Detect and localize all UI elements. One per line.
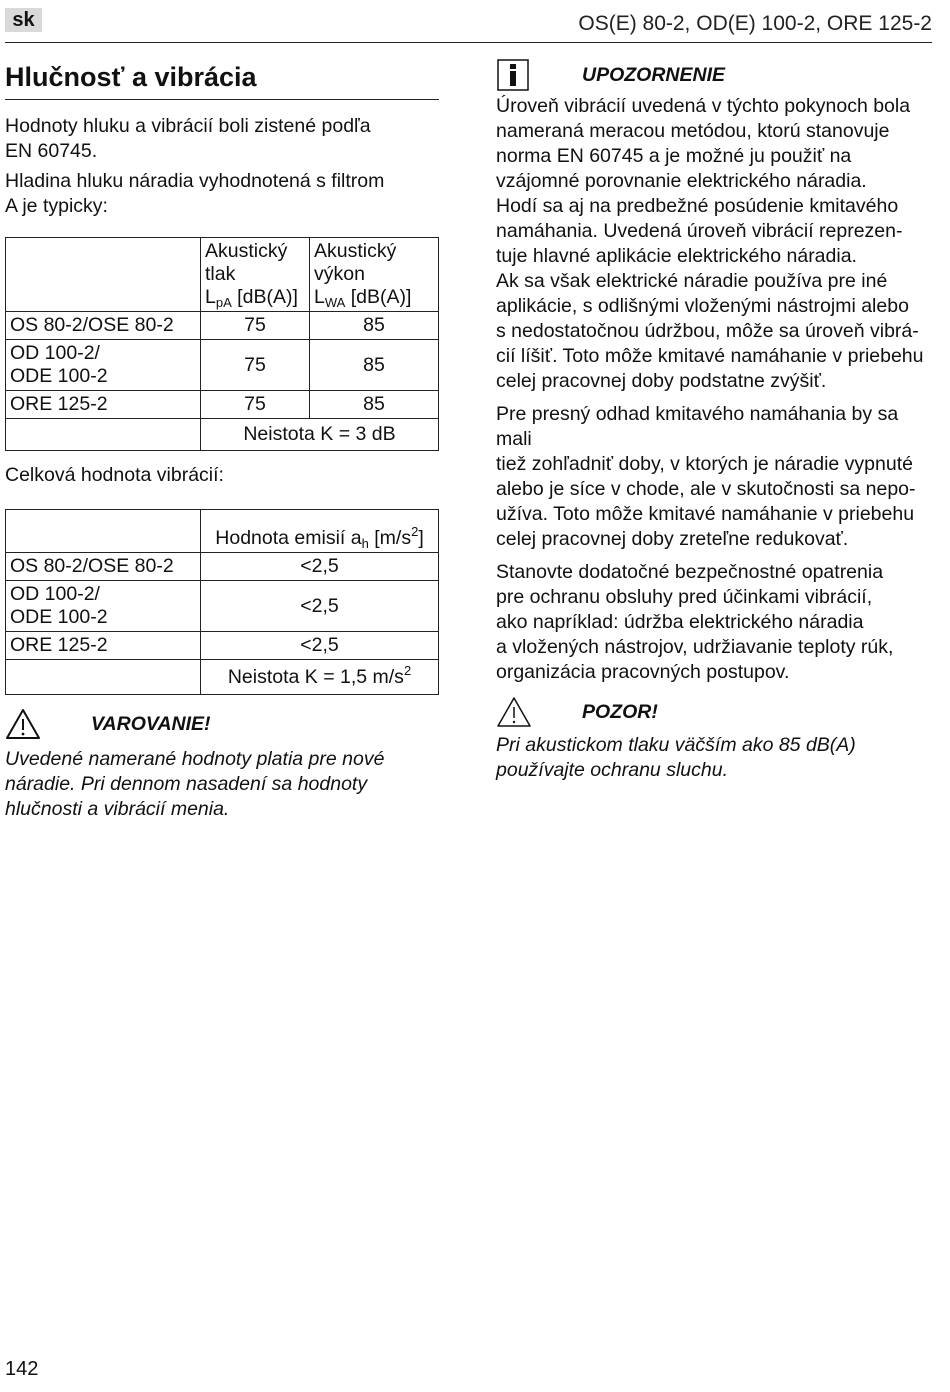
vibration-value-cell: <2,5 bbox=[201, 553, 439, 581]
noise-uncertainty: Neistota K = 3 dB bbox=[201, 419, 439, 451]
vibration-table-header bbox=[6, 510, 439, 553]
vibration-label: Celková hodnota vibrácií: bbox=[5, 464, 224, 486]
notice-paragraph-2: Ak sa však elektrické náradie používa pre iné aplikácie, s odlišnými vloženými nástrojmi alebo s nedostatočnou údržbou, môže sa úroveň vibrá- cií líšiť. Toto môže kmitavé namáhanie v priebehu celej pracovnej doby podstatne zvýšiť. bbox=[496, 270, 924, 392]
vibration-value-cell: <2,5 bbox=[201, 632, 439, 660]
warning-text: Uvedené namerané hodnoty platia pre nové náradie. Pri dennom nasadení sa hodnoty hlučnosti a vibrácií menia. bbox=[5, 748, 385, 820]
table-row bbox=[6, 581, 439, 632]
page-number: 142 bbox=[5, 1358, 39, 1380]
lpa-cell: 75 bbox=[201, 340, 310, 391]
table-row bbox=[6, 660, 439, 695]
emission-value-header: Hodnota emisií $a_h$ $[m/s^2]$ bbox=[201, 510, 439, 553]
model-cell: OS 80-2/OSE 80-2 bbox=[6, 312, 201, 340]
sound-pressure-header: Akustický tlak $L_{pA}$ [dB(A)] bbox=[201, 238, 310, 312]
caution-text: Pri akustickom tlaku väčším ako 85 dB(A) používajte ochranu sluchu. bbox=[496, 734, 856, 781]
model-cell: ORE 125-2 bbox=[6, 391, 201, 419]
model-cell: OD 100-2/ ODE 100-2 bbox=[6, 340, 201, 391]
intro-paragraph bbox=[5, 114, 439, 164]
header-divider bbox=[5, 42, 932, 43]
caution-label: POZOR! bbox=[582, 700, 658, 723]
table-row bbox=[6, 391, 439, 419]
vibration-value-cell: <2,5 bbox=[201, 581, 439, 632]
notice-paragraph-4: Stanovte dodatočné bezpečnostné opatrenia pre ochranu obsluhy pred účinkami vibrácií, ako napríklad: údržba elektrického náradia a vložených nástrojov, udržiavanie teploty rúk, organizácia pracovných postupov. bbox=[496, 561, 894, 683]
warning-label: VAROVANIE! bbox=[91, 712, 211, 735]
table-row bbox=[6, 553, 439, 581]
caution-heading bbox=[496, 695, 936, 729]
noise-intro-paragraph bbox=[5, 169, 439, 219]
table-row bbox=[6, 632, 439, 660]
model-cell: OD 100-2/ ODE 100-2 bbox=[6, 581, 201, 632]
intro-line-1: Hodnoty hluku a vibrácií boli zistené podľa bbox=[5, 115, 371, 137]
notice-paragraph-3: Pre presný odhad kmitavého namáhania by sa mali tiež zohľadniť doby, v ktorých je náradie vypnuté alebo je síce v chode, ale v skutočnosti sa nepo- užíva. Toto môže kmitavé namáhanie v priebehu celej pracovnej doby zreteľne redukovať. bbox=[496, 403, 916, 550]
right-column bbox=[496, 58, 936, 783]
table-row bbox=[6, 340, 439, 391]
notice-heading bbox=[496, 58, 936, 92]
lpa-cell: 75 bbox=[201, 312, 310, 340]
table-row bbox=[6, 419, 439, 451]
intro-line-2: EN 60745. bbox=[5, 140, 98, 162]
model-cell: ORE 125-2 bbox=[6, 632, 201, 660]
language-badge: sk bbox=[5, 8, 42, 32]
noise-table bbox=[5, 237, 439, 451]
sound-power-header: Akustický výkon $L_{WA}$ [dB(A)] bbox=[310, 238, 439, 312]
noise-intro-line-2: A je typicky: bbox=[5, 195, 108, 217]
caution-triangle-icon bbox=[496, 696, 532, 728]
vibration-uncertainty: Neistota K = 1,5 $m/s^2$ bbox=[201, 660, 439, 695]
table-row bbox=[6, 312, 439, 340]
info-icon bbox=[496, 59, 530, 91]
lpa-cell: 75 bbox=[201, 391, 310, 419]
noise-table-header bbox=[6, 238, 439, 312]
lwa-cell: 85 bbox=[310, 391, 439, 419]
document-title: OS(E) 80-2, OD(E) 100-2, ORE 125-2 bbox=[578, 12, 932, 35]
warning-heading bbox=[5, 707, 439, 741]
noise-intro-line-1: Hladina hluku náradia vyhodnotená s filtrom bbox=[5, 170, 385, 192]
section-heading: Hlučnosť a vibrácia bbox=[5, 62, 439, 100]
vibration-table bbox=[5, 509, 439, 695]
warning-triangle-icon bbox=[5, 708, 41, 740]
lwa-cell: 85 bbox=[310, 340, 439, 391]
notice-label: UPOZORNENIE bbox=[582, 63, 726, 86]
model-cell: OS 80-2/OSE 80-2 bbox=[6, 553, 201, 581]
lwa-cell: 85 bbox=[310, 312, 439, 340]
left-column bbox=[5, 58, 439, 822]
notice-paragraph-1: Úroveň vibrácií uvedená v týchto pokynoch bola nameraná meracou metódou, ktorú stanovuje norma EN 60745 a je možné ju použiť na vzájomné porovnanie elektrického náradia. Hodí sa aj na predbežné posúdenie kmitavého namáhania. Uvedená úroveň vibrácií reprezen- tuje hlavné aplikácie elektrického náradia. bbox=[496, 95, 911, 267]
